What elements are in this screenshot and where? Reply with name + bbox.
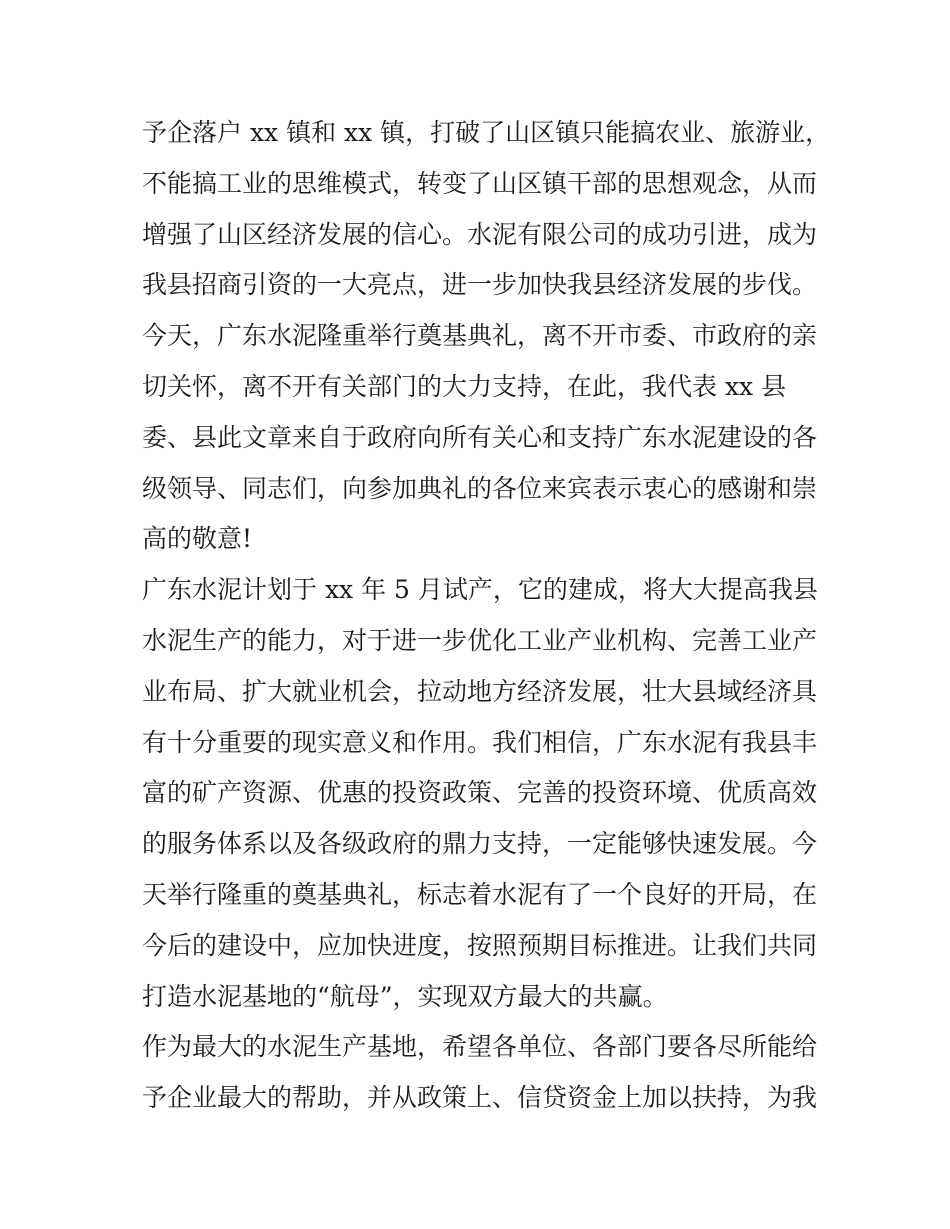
text-line: 富的矿产资源、优惠的投资政策、完善的投资环境、优质高效: [142, 778, 818, 808]
text-line: 天举行隆重的奠基典礼，标志着水泥有了一个良好的开局，在: [142, 879, 818, 909]
text-line: 广东水泥计划于 xx 年 5 月试产，它的建成，将大大提高我县: [142, 575, 818, 605]
text-line: 打造水泥基地的“航母”，实现双方最大的共赢。: [142, 981, 668, 1011]
text-line: 不能搞工业的思维模式，转变了山区镇干部的思想观念，从而: [142, 168, 818, 198]
text-line: 我县招商引资的一大亮点，进一步加快我县经济发展的步伐。: [142, 270, 818, 300]
text-line: 的服务体系以及各级政府的鼎力支持，一定能够快速发展。今: [142, 829, 818, 859]
text-line: 予企业最大的帮助，并从政策上、信贷资金上加以扶持，为我: [142, 1083, 818, 1113]
text-line: 水泥生产的能力，对于进一步优化工业产业机构、完善工业产: [142, 625, 818, 655]
text-line: 业布局、扩大就业机会，拉动地方经济发展，壮大县域经济具: [142, 676, 818, 706]
text-line: 委、县此文章来自于政府向所有关心和支持广东水泥建设的各: [142, 422, 818, 452]
body-text: [142, 108, 831, 1124]
text-line: 高的敬意!: [142, 524, 253, 554]
text-line: 有十分重要的现实意义和作用。我们相信，广东水泥有我县丰: [142, 727, 818, 757]
text-line: 予企落户 xx 镇和 xx 镇，打破了山区镇只能搞农业、旅游业，: [142, 118, 831, 147]
text-line: 作为最大的水泥生产基地，希望各单位、各部门要各尽所能给: [142, 1032, 818, 1062]
text-line: 增强了山区经济发展的信心。水泥有限公司的成功引进，成为: [142, 219, 818, 249]
text-line: 级领导、同志们，向参加典礼的各位来宾表示衷心的感谢和崇: [142, 473, 818, 503]
text-line: 今天，广东水泥隆重举行奠基典礼，离不开市委、市政府的亲: [142, 321, 818, 351]
text-line: 今后的建设中，应加快进度，按照预期目标推进。让我们共同: [142, 930, 818, 960]
text-line: 切关怀，离不开有关部门的大力支持，在此，我代表 xx 县: [142, 371, 787, 401]
